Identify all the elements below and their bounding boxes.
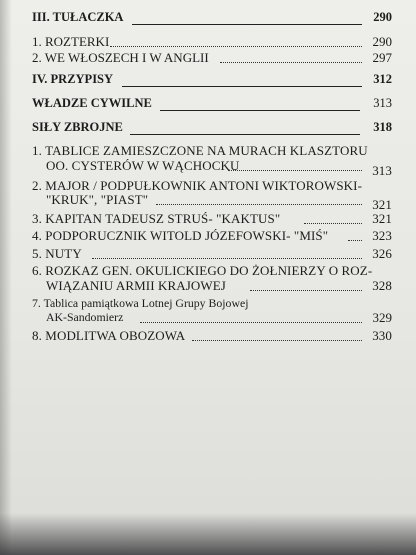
- toc-item-line1: 5. NUTY: [32, 246, 82, 261]
- toc-item-line1: 8. MODLITWA OBOZOWA: [32, 328, 186, 343]
- toc-page-number: 312: [373, 72, 392, 86]
- toc-page-number: 328: [372, 278, 392, 293]
- toc-heading-label: III. TUŁACZKA: [32, 10, 124, 24]
- toc-page-number: 297: [372, 50, 392, 65]
- toc-item-jozefowski: [32, 228, 392, 246]
- toc-page-number: 321: [372, 211, 392, 226]
- toc-page-number: 318: [373, 120, 392, 134]
- toc-heading-sily-zbrojne: [32, 120, 392, 138]
- toc-leader-rule: [130, 134, 360, 135]
- toc-page-number: 330: [372, 328, 392, 343]
- toc-item-strus: [32, 211, 392, 229]
- toc-item-tablice-cont: [32, 158, 392, 176]
- toc-item-line2: "KRUK", "PIAST": [46, 192, 149, 207]
- toc-page-number: 321: [372, 197, 392, 212]
- toc-item-line1: 1. TABLICE ZAMIESZCZONE NA MURACH KLASZTORU: [32, 143, 368, 158]
- toc-leader-dots: [228, 170, 362, 171]
- toc-entry-label: 2. WE WŁOSZECH I W ANGLII: [32, 50, 209, 65]
- toc-leader-dots: [304, 223, 362, 224]
- toc-item-tablica-cont: [32, 310, 392, 328]
- toc-item-modlitwa: [32, 328, 392, 346]
- toc-leader-dots: [220, 62, 362, 63]
- toc-entry-we-wloszech: [32, 50, 392, 68]
- toc-item-wiktorowski-cont: [32, 192, 392, 210]
- toc-item-rozkaz-cont: [32, 278, 392, 296]
- toc-heading-wladze-cywilne: [32, 96, 392, 114]
- toc-leader-dots: [348, 240, 362, 241]
- toc-page-number: 329: [372, 310, 392, 325]
- toc-heading-label: SIŁY ZBROJNE: [32, 120, 123, 134]
- toc-leader-rule: [132, 24, 362, 25]
- toc-item-line2: WIĄZANIU ARMII KRAJOWEJ: [46, 278, 226, 293]
- toc-item-nuty: [32, 246, 392, 264]
- toc-leader-dots: [92, 258, 362, 259]
- toc-page-number: 313: [373, 96, 392, 110]
- toc-heading-przypisy: [32, 72, 392, 90]
- toc-page-number: 290: [372, 34, 392, 49]
- toc-page-number: 326: [372, 246, 392, 261]
- toc-leader-rule: [122, 86, 362, 87]
- toc-page-number: 313: [372, 163, 392, 178]
- toc-leader-dots: [110, 46, 362, 47]
- toc-item-line1: 6. ROZKAZ GEN. OKULICKIEGO DO ŻOŁNIERZY O ROZ-: [32, 263, 373, 278]
- toc-item-line2: AK-Sandomierz: [46, 310, 124, 324]
- toc-heading-label: WŁADZE CYWILNE: [32, 96, 152, 110]
- toc-leader-dots: [140, 322, 362, 323]
- toc-leader-dots: [250, 290, 362, 291]
- toc-item-line1: 7. Tablica pamiątkowa Lotnej Grupy Bojowej: [32, 296, 249, 310]
- toc-item-line1: 2. MAJOR / PODPUŁKOWNIK ANTONI WIKTOROWSKI-: [32, 178, 363, 193]
- toc-page-number: 290: [373, 10, 392, 24]
- toc-page-number: 323: [372, 228, 392, 243]
- page-left-shadow: [0, 0, 12, 555]
- toc-item-line2: OO. CYSTERÓW W WĄCHOCKU: [46, 158, 240, 173]
- toc-item-line1: 3. KAPITAN TADEUSZ STRUŚ- "KAKTUS": [32, 211, 281, 226]
- toc-heading-label: IV. PRZYPISY: [32, 72, 114, 86]
- toc-item-line1: 4. PODPORUCZNIK WITOLD JÓZEFOWSKI- "MIŚ": [32, 228, 329, 243]
- toc-leader-dots: [156, 204, 362, 205]
- toc-heading-tulaczka: [32, 10, 392, 28]
- page-bottom-shadow: [0, 513, 416, 555]
- toc-leader-dots: [192, 340, 362, 341]
- toc-entry-label: 1. ROZTERKI: [32, 34, 110, 49]
- toc-leader-rule: [160, 110, 360, 111]
